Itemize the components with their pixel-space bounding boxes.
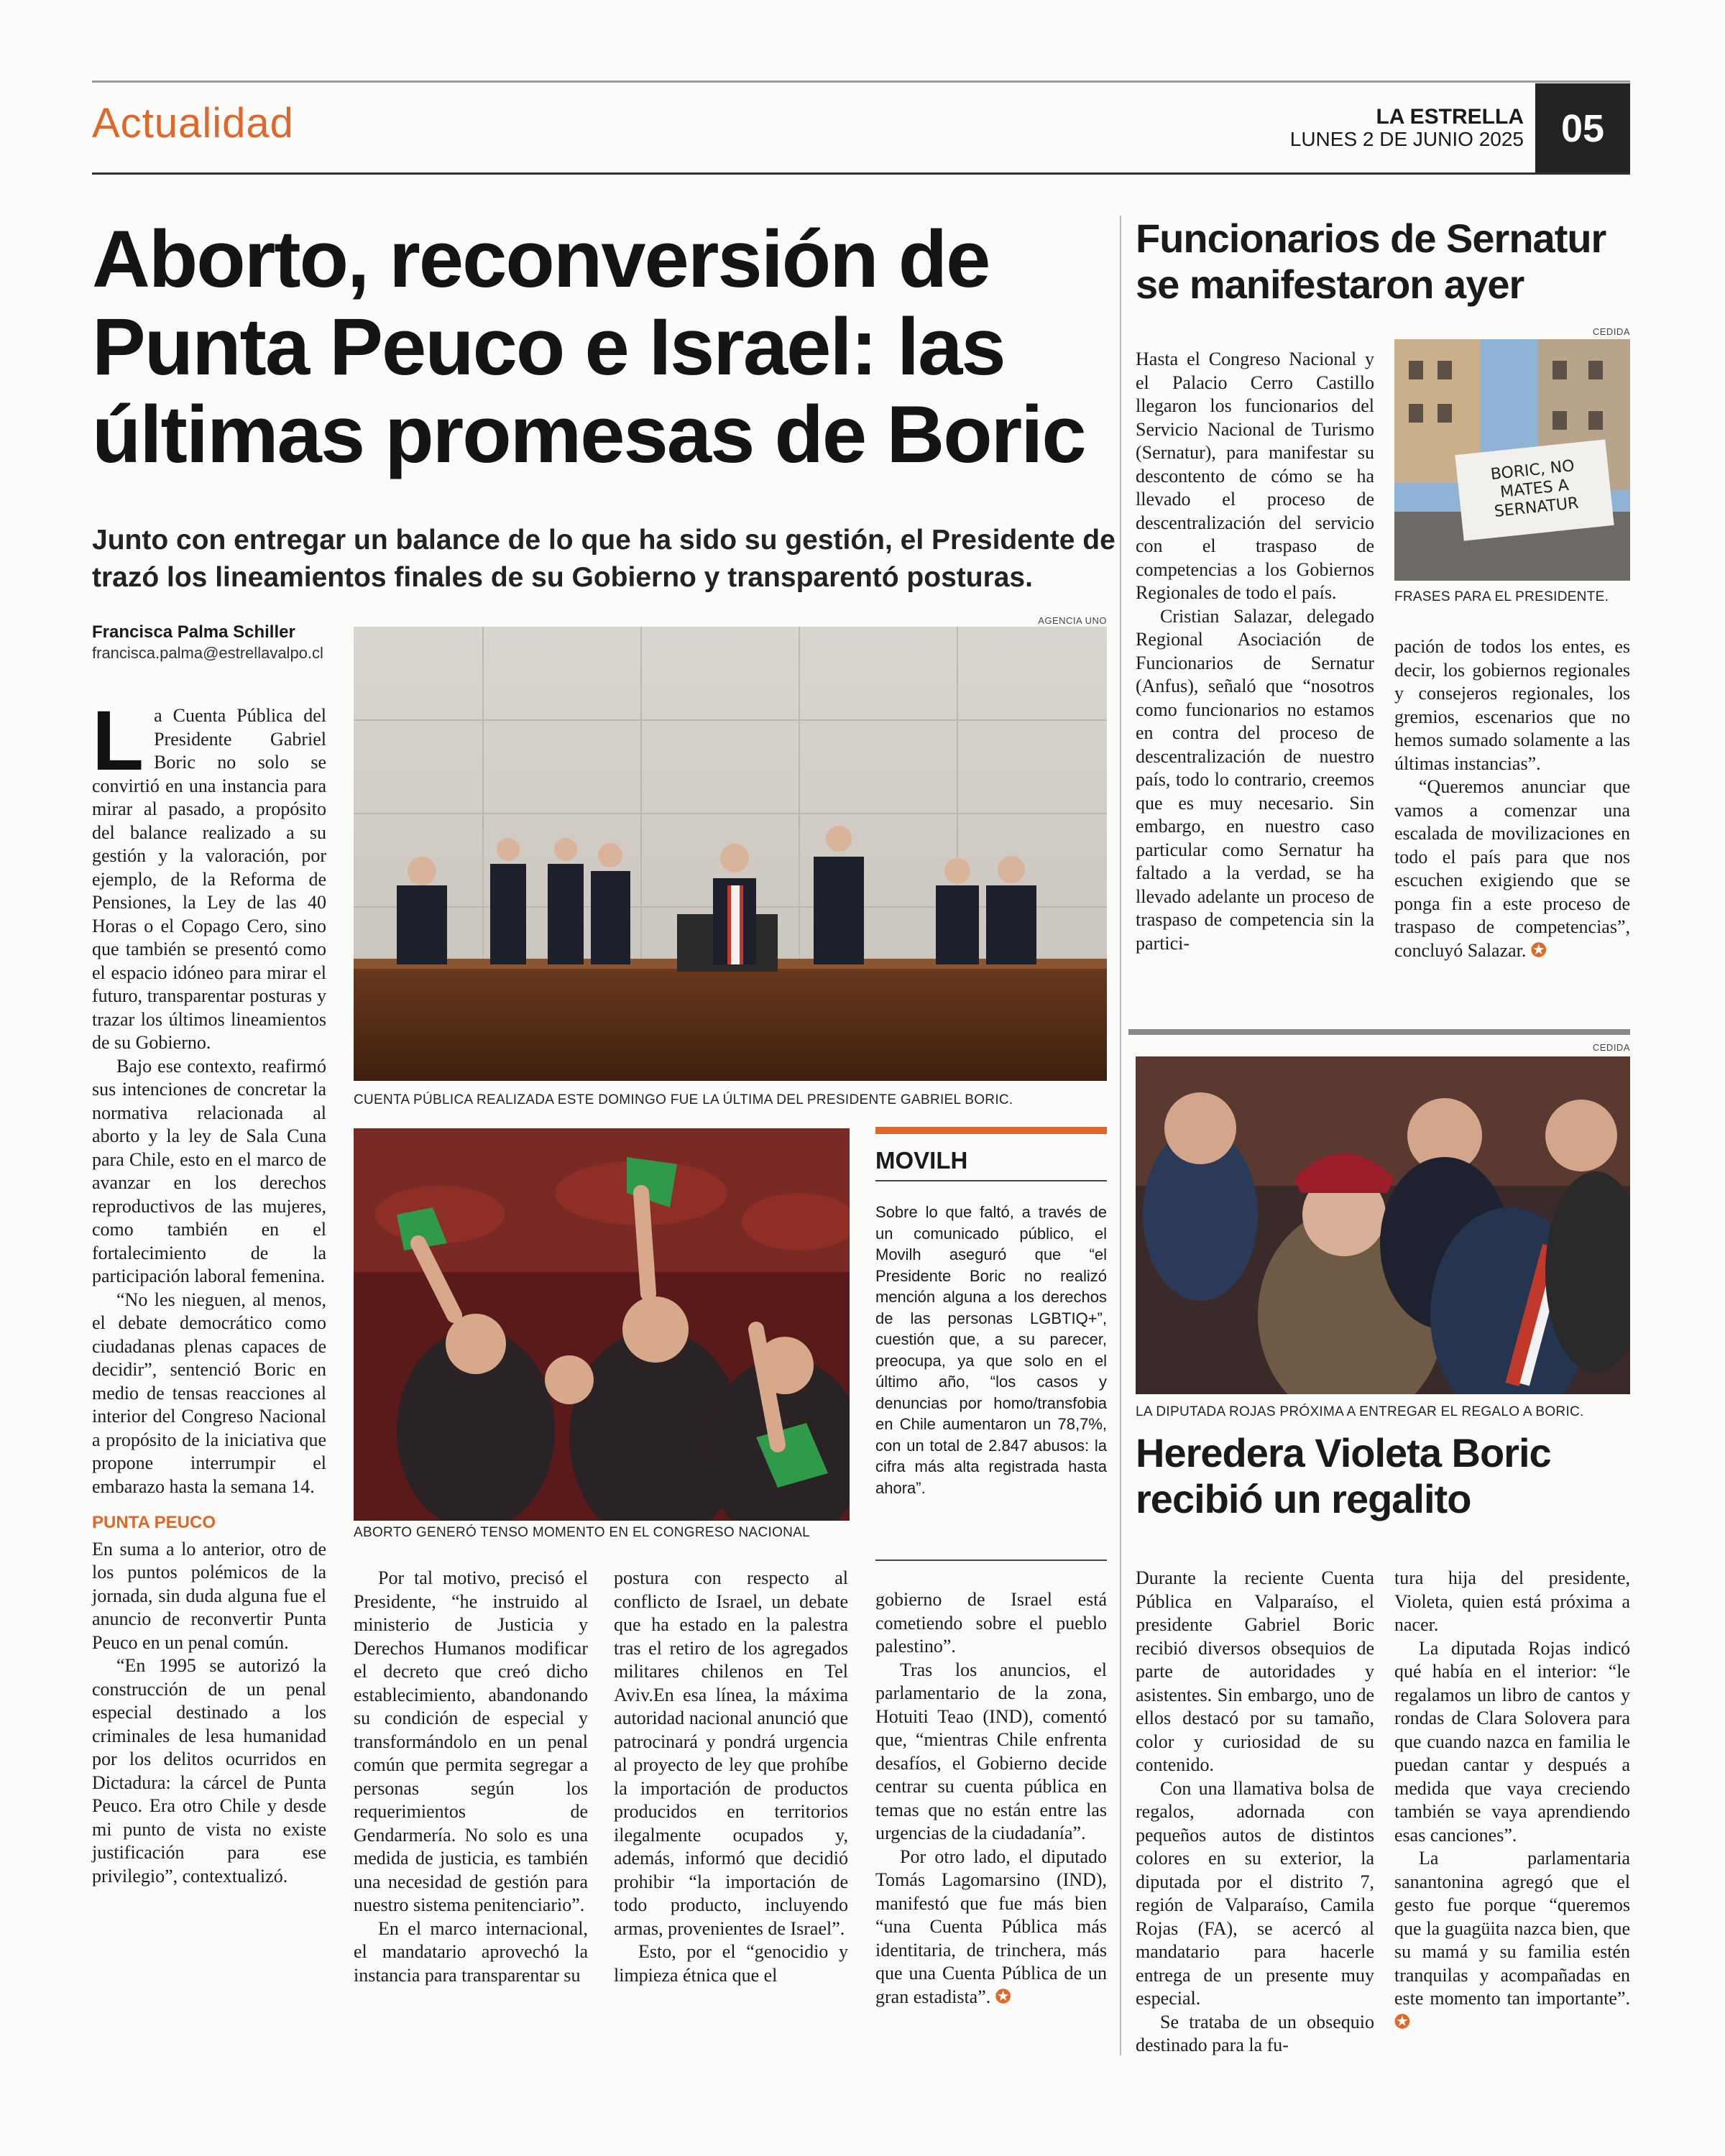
issue-date: LUNES 2 DE JUNIO 2025 [1289, 128, 1524, 150]
paragraph [875, 1846, 1107, 2009]
paragraph: Con una llamativa bolsa de regalos, adornada con pequeños autos de distintos colores en su exterior, la diputada por el distrito 7, región de Valparaíso, Camila Rojas (FA), se acercó al mandatario para hacerle entrega de un presente muy especial. [1136, 1777, 1374, 2009]
sidebar-rule [875, 1180, 1107, 1181]
main-article-col3 [614, 1567, 848, 1987]
paragraph-text: “Queremos anunciar que vamos a comenzar una escalada de movilizaciones en todo el país para que nos escuchen exigiendo que se ponga fin a este proceso de traspaso de competencias”, concluyó Salazar. [1394, 776, 1630, 961]
paragraph: Esto, por el “genocidio y limpieza étnica que el [614, 1941, 848, 1986]
paragraph [1394, 1847, 1630, 2034]
sernatur-headline: Funcionarios de Sernatur se manifestaron ayer [1136, 216, 1606, 307]
paragraph: Durante la reciente Cuenta Pública en Valparaíso, el presidente Gabriel Boric recibió diversos obsequios de parte de autoridades y asistentes. Sin embargo, uno de ellos destacó por su tamaño, color y curiosidad de su contenido. [1136, 1567, 1374, 1775]
sidebar-bottom-rule [875, 1560, 1107, 1561]
violeta-col1 [1136, 1567, 1374, 2058]
paragraph: gobierno de Israel está cometiendo sobre el pueblo palestino”. [875, 1589, 1107, 1657]
main-article-col4 [875, 1588, 1107, 2009]
paragraph: postura con respecto al conflicto de Israel, un debate que ha estado en la palestra tras el retiro de los agregados militares chilenos en Tel Aviv.En esa línea, la máxima autoridad nacional anunció que patrocinará y pondrá urgencia al proyecto de ley que prohíbe la importación de productos producidos en territorios ilegalmente ocupados y, además, informó que decidió prohibir “la importación de todo producto, incluyendo armas, provenientes de Israel”. [614, 1567, 848, 1939]
sernatur-col1 [1136, 348, 1374, 955]
protest-banner-text: BORIC, NO MATES A SERNATUR [1489, 457, 1580, 521]
paragraph: La diputada Rojas indicó qué había en el interior: “le regalamos un libro de cantos y rondas de Clara Solovera para que cuando nazca en familia le puedan cantar y después a medida que vaya creciendo también se vaya aprendiendo esas canciones”. [1394, 1637, 1630, 1846]
photo1-credit: AGENCIA UNO [1038, 615, 1107, 626]
paragraph: tura hija del presidente, Violeta, quien está próxima a nacer. [1394, 1567, 1630, 1635]
paragraph-text: La parlamentaria sanantonina agregó que el gesto fue porque “queremos que la guagüita nazca bien, que su mamá y su familia estén tranquilas y acompañadas en este momento tan importante”. [1394, 1848, 1630, 2009]
paragraph: Bajo ese contexto, reafirmó sus intenciones de concretar la normativa relacionada al aborto y la ley de Sala Cuna para Chile, esto en el marco de avanzar en los derechos reproductivos de las mujeres, como también en el fortalecimiento de la participación laboral femenina. [92, 1055, 326, 1286]
author-email: francisca.palma@estrellavalpo.cl [92, 644, 323, 662]
dropcap: L [92, 694, 144, 788]
main-article-col1 [92, 694, 326, 1888]
photo-congress-session [354, 627, 1107, 1081]
violeta-col2 [1394, 1567, 1630, 2034]
page-number: 05 [1535, 83, 1630, 174]
sidebar-text: Sobre lo que faltó, a través de un comunicado público, el Movilh aseguró que “el Presidente Boric no realizó mención alguna a los derechos de las personas LGBTIQ+”, cuestión que, a su parecer, preocupa, ya que solo en el último año, “los casos y denuncias por homo/transfobia en Chile aumentaron un 78,7%, con un total de 2.847 abusos: la cifra más alta registrada hasta ahora”. [875, 1203, 1107, 1497]
section-divider-bar [1128, 1029, 1630, 1035]
paragraph [1394, 775, 1630, 962]
sidebar-title: MOVILH [875, 1147, 968, 1174]
paragraph: Hasta el Congreso Nacional y el Palacio Cerro Castillo llegaron los funcionarios del Servicio Nacional de Turismo (Sernatur), para manifestar su descontento de cómo se ha llevado el proceso de descentralización del servicio con el traspaso de competencias a los Gobiernos Regionales de todo el país. [1136, 349, 1374, 603]
end-mark-icon: ✪ [1530, 939, 1547, 961]
end-mark-icon: ✪ [995, 1986, 1011, 2007]
end-mark-icon: ✪ [1394, 2011, 1410, 2032]
column-divider [1120, 216, 1121, 2055]
paragraph: Por tal motivo, precisó el Presidente, “he instruido al ministerio de Justicia y Derechos Humanos modificar el decreto que creó dicho establecimiento, abandonando su condición de especial y transformándolo en un penal común que permita segregar a personas según los requerimientos de Gendarmería. No solo es una medida de justicia, es también una necesidad de gestión para nuestro sistema penitenciario”. [354, 1567, 588, 1915]
header-rule [92, 172, 1630, 175]
violeta-headline: Heredera Violeta Boric recibió un regalito [1136, 1430, 1551, 1521]
paragraph: pación de todos los entes, es decir, los gobiernos regionales y consejeros regionales, los gremios, escenarios que no hemos sumado solamente a las últimas instancias”. [1394, 636, 1630, 774]
paragraph: Tras los anuncios, el parlamentario de la zona, Hotuiti Teao (IND), comentó que, “mientras Chile enfrenta desafíos, el Gobierno decide centrar su cuenta pública en temas que no están entre las urgencias de la ciudadanía”. [875, 1659, 1107, 1843]
violeta-photo-caption: LA DIPUTADA ROJAS PRÓXIMA A ENTREGAR EL REGALO A BORIC. [1136, 1404, 1584, 1419]
newspaper-name: LA ESTRELLA [1376, 105, 1524, 129]
paragraph-text: Por otro lado, el diputado Tomás Lagomarsino (IND), manifestó que fue más bien “una Cuenta Pública más identitaria, de trinchera, más que una Cuenta Pública de un gran estadista”. [875, 1846, 1107, 2007]
paragraph: “No les nieguen, al menos, el debate democrático como ciudadanas plenas capaces de decidir”, sentenció Boric en medio de tensas reacciones al interior del Congreso Nacional a propósito de la iniciativa que propone interrumpir el embarazo hasta la semana 14. [92, 1289, 326, 1497]
photo2-caption: ABORTO GENERÓ TENSO MOMENTO EN EL CONGRESO NACIONAL [354, 1525, 811, 1540]
sernatur-col2 [1394, 635, 1630, 962]
main-deck: Junto con entregar un balance de lo que ha sido su gestión, el Presidente de trazó los lineamientos finales de su Gobierno y transparentó posturas. [92, 525, 1116, 593]
paragraph: “En 1995 se autorizó la construcción de un penal especial destinado a los criminales de lesa humanidad por los delitos ocurridos en Dictadura: la cárcel de Punta Peuco. Era otro Chile y desde mi punto de vista no existe justificación para ese privilegio”, contextualizó. [92, 1655, 326, 1886]
photo-sernatur-protest [1394, 339, 1630, 581]
author-name: Francisca Palma Schiller [92, 622, 295, 642]
violeta-photo-credit: CEDIDA [1592, 1042, 1630, 1053]
sidebar-accent-bar [875, 1127, 1107, 1134]
paragraph: Cristian Salazar, delegado Regional Asociación de Funcionarios de Sernatur (Anfus), señaló que “nosotros como funcionarios no estamos en contra del proceso de descentralización de nuestro país, todo lo contrario, creemos que es muy necesario. Sin embargo, en nuestro caso particular como Sernatur ha faltado a la verdad, se ha llevado adelante un proceso de traspaso de competencia sin la partici- [1136, 605, 1374, 954]
photo1-caption: CUENTA PÚBLICA REALIZADA ESTE DOMINGO FUE LA ÚLTIMA DEL PRESIDENTE GABRIEL BORIC. [354, 1092, 1013, 1107]
section-title: Actualidad [92, 100, 294, 147]
paragraph: a Cuenta Pública del Presidente Gabriel Boric no solo se convirtió en una instancia para mirar al pasado, a propósito del balance realizado a su gestión y la valoración, por ejemplo, de la Reforma de Pensiones, la Ley de las 40 Horas o el Copago Cero, sino que también se presentó como el espacio idóneo para mirar el futuro, transparentar posturas y trazar los últimos lineamientos de su Gobierno. [92, 705, 326, 1053]
paragraph: En suma a lo anterior, otro de los puntos polémicos de la jornada, sin duda alguna fue el anuncio de reconvertir Punta Peuco en un penal común. [92, 1538, 326, 1653]
subhead-punta-peuco: PUNTA PEUCO [92, 1513, 216, 1532]
paragraph: En el marco internacional, el mandatario aprovechó la instancia para transparentar su [354, 1917, 588, 1986]
top-rule [92, 80, 1630, 83]
paragraph: Se trataba de un obsequio destinado para la fu- [1136, 2011, 1374, 2055]
sernatur-photo-caption: FRASES PARA EL PRESIDENTE. [1394, 589, 1609, 604]
photo-gift-delivery [1136, 1056, 1630, 1394]
main-headline: Aborto, reconversión de Punta Peuco e Israel: las últimas promesas de Boric [92, 214, 1085, 479]
main-article-col2 [354, 1567, 588, 1987]
photo-abortion-protest [354, 1128, 850, 1521]
sernatur-photo-credit: CEDIDA [1592, 326, 1630, 337]
